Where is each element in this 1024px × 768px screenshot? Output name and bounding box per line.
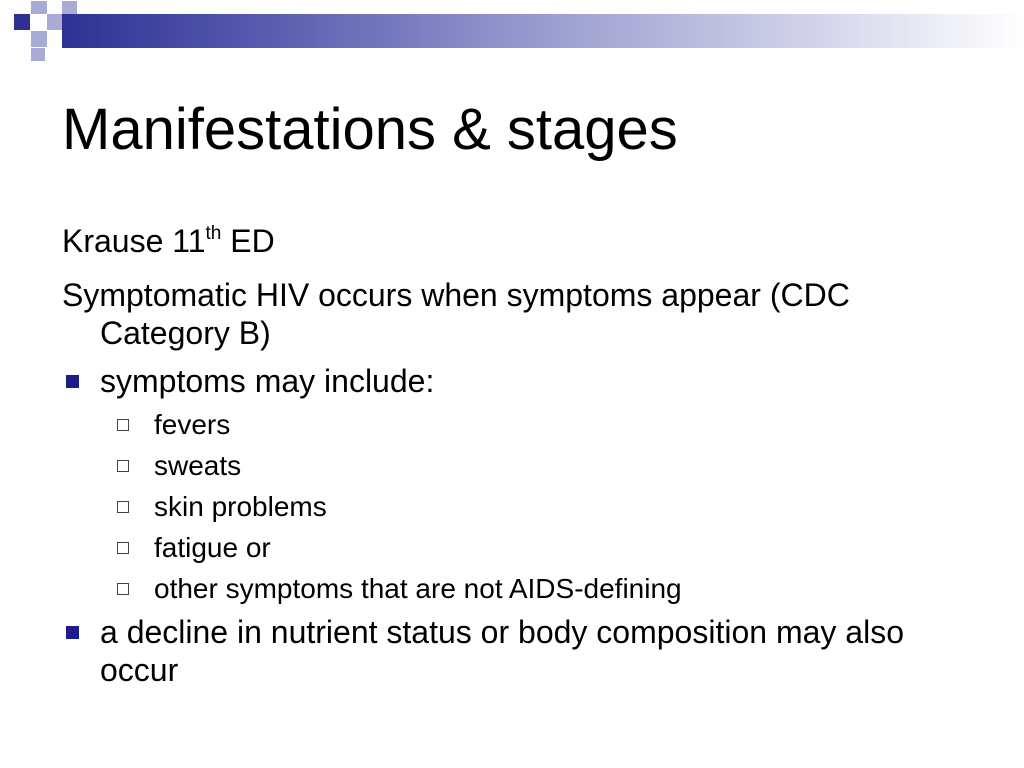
hollow-square-bullet-icon — [117, 460, 129, 472]
header-gradient-bar — [62, 14, 1024, 48]
square-bullet-icon — [66, 375, 79, 388]
sub-bullet-text: other symptoms that are not AIDS-defining — [154, 573, 682, 604]
sub-bullet-item — [62, 572, 962, 605]
sub-bullet-text: skin problems — [154, 491, 327, 522]
bullet-item — [62, 362, 962, 400]
hollow-square-bullet-icon — [117, 501, 129, 513]
hollow-square-bullet-icon — [117, 542, 129, 554]
bullet-text: symptoms may include: — [100, 363, 435, 399]
decor-square-light — [62, 1, 77, 14]
decor-square-light — [31, 1, 47, 14]
slide-title: Manifestations & stages — [62, 97, 678, 162]
sub-bullet-text: fatigue or — [154, 532, 271, 563]
slide-body — [62, 222, 962, 697]
decor-square-dark — [14, 14, 30, 30]
sub-bullet-item — [62, 531, 962, 564]
sub-bullet-item — [62, 449, 962, 482]
decor-square-light — [47, 14, 62, 30]
sub-bullet-item — [62, 490, 962, 523]
source-text: Krause 11 — [62, 223, 206, 259]
header-decoration — [0, 0, 1024, 62]
decor-square-light — [31, 31, 47, 47]
square-bullet-icon — [66, 626, 79, 639]
sub-bullet-text: sweats — [154, 450, 242, 481]
sub-bullet-item — [62, 408, 962, 441]
decor-square-light — [31, 48, 45, 61]
source-superscript: th — [205, 223, 222, 244]
source-suffix: ED — [221, 223, 275, 259]
bullet-text: a decline in nutrient status or body composition may also occur — [100, 614, 904, 688]
sub-bullet-text: fevers — [154, 409, 231, 440]
hollow-square-bullet-icon — [117, 583, 129, 595]
hollow-square-bullet-icon — [117, 419, 129, 431]
bullet-item — [62, 613, 962, 689]
intro-paragraph: Symptomatic HIV occurs when symptoms appear (CDC Category B) — [62, 277, 850, 351]
source-line — [62, 222, 962, 266]
